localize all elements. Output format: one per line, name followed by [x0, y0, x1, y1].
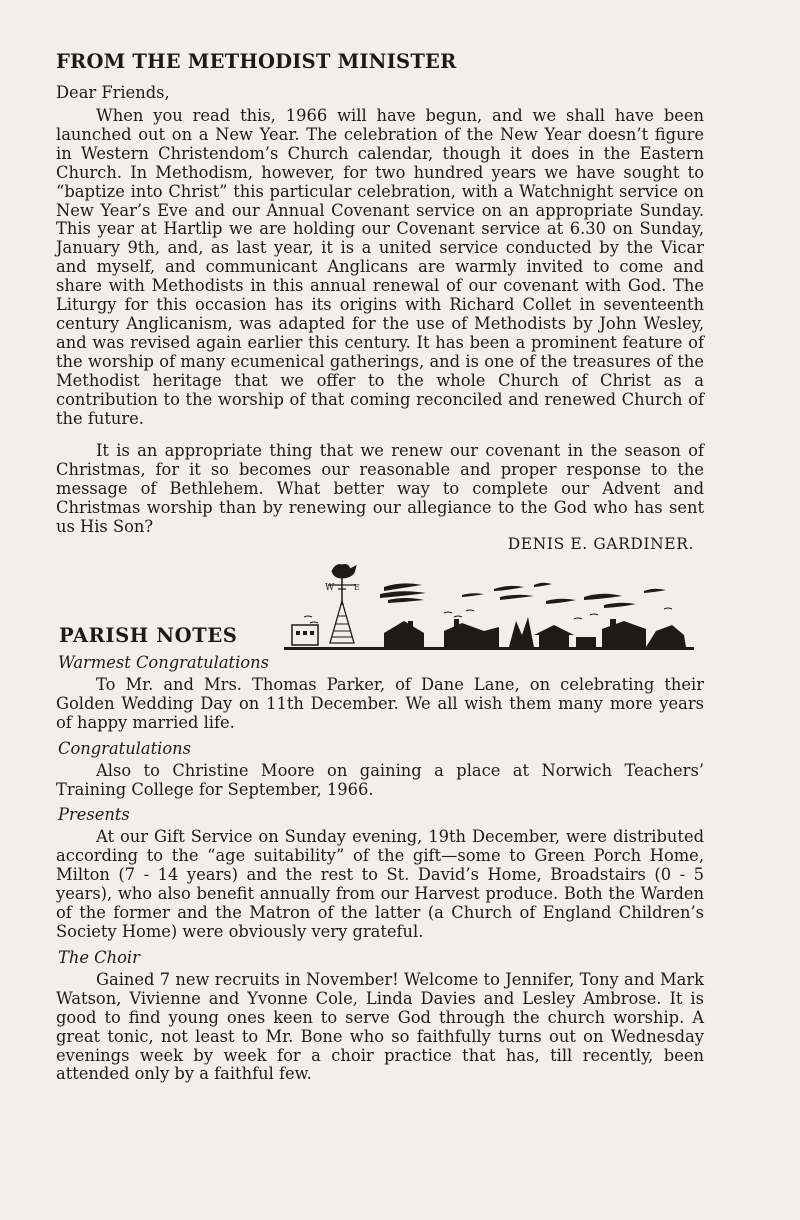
- salutation: Dear Friends,: [56, 83, 170, 102]
- section-text: Also to Christine Moore on gaining a place at Norwich Teachers’ Training College for September, 1966.: [56, 760, 704, 799]
- signature: DENIS E. GARDINER.: [507, 534, 694, 553]
- section-title: Presents: [58, 805, 130, 825]
- section-title: Warmest Congratulations: [58, 652, 269, 672]
- minister-paragraph-1: When you read this, 1966 will have begun, and we shall have been launched out on a New Year. The celebration of the New Year doesn’t figure in Western Christendom’s Church calendar, though it does in the Eastern Church. In Methodism, however, for two hundred years we have sought to “baptize into Christ” this particular celebration, with a Watchnight service on New Year’s Eve and our Annual Covenant service on an appropriate Sunday. This year at Hartlip we are holding our Covenant service at 6.30 on Sunday, January 9th, and, as last year, it is a united service conducted by the Vicar and myself, and communicant Anglicans are warmly invited to come and share with Methodists in this annual renewal of our covenant with God. The Liturgy for this occasion has its origins with Richard Collet in seventeenth century Anglicanism, was adapted for the use of Methodists by John Wesley, and was revised again earlier this century. It has been a prominent feature of the worship of many ecumenical gatherings, and is one of the treasures of the Methodist heritage that we offer to the whole Church of Christ as a contribution to the worship of that coming reconciled and renewed Church of the future.: [56, 106, 704, 428]
- section-text: To Mr. and Mrs. Thomas Parker, of Dane Lane, on celebrating their Golden Wedding Day on 11th December. We all wish them many more years of happy married life.: [56, 674, 704, 732]
- page: [56, 50, 704, 1084]
- svg-text:W: W: [325, 582, 335, 593]
- parish-banner: [56, 561, 704, 651]
- section-text: Gained 7 new recruits in November! Welcome to Jennifer, Tony and Mark Watson, Vivienne and Yvonne Cole, Linda Davies and Lesley Ambrose. It is good to find young ones keen to serve God through the church worship. A great tonic, not least to Mr. Bone who so faithfully turns out on Wednesday evenings week by week for a choir practice that has, till recently, been attended only by a faithful few.: [56, 969, 704, 1084]
- svg-text:E: E: [354, 582, 360, 592]
- parish-heading: PARISH NOTES: [59, 623, 238, 647]
- section-text: At our Gift Service on Sunday evening, 19th December, were distributed according to the “age suitability” of the gift—some to Green Porch Home, Milton (7 - 14 years) and the rest to St. David’s Home, Broadstairs (0 - 5 years), who also benefit annually from our Harvest produce. Both the Warden of the former and the Matron of the latter (a Church of England Children’s Society Home) were obviously very grateful.: [56, 827, 704, 941]
- minister-paragraph-2: It is an appropriate thing that we renew our covenant in the season of Christmas, for it so becomes our reasonable and proper response to the message of Bethlehem. What better way to complete our Advent and Christmas worship than by renewing our allegiance to the God who has sent us His Son?: [56, 441, 704, 537]
- village-weathervane-illustration: [284, 561, 694, 651]
- section-title: Congratulations: [58, 738, 191, 758]
- minister-heading: FROM THE METHODIST MINISTER: [56, 50, 457, 73]
- section-title: The Choir: [58, 947, 140, 967]
